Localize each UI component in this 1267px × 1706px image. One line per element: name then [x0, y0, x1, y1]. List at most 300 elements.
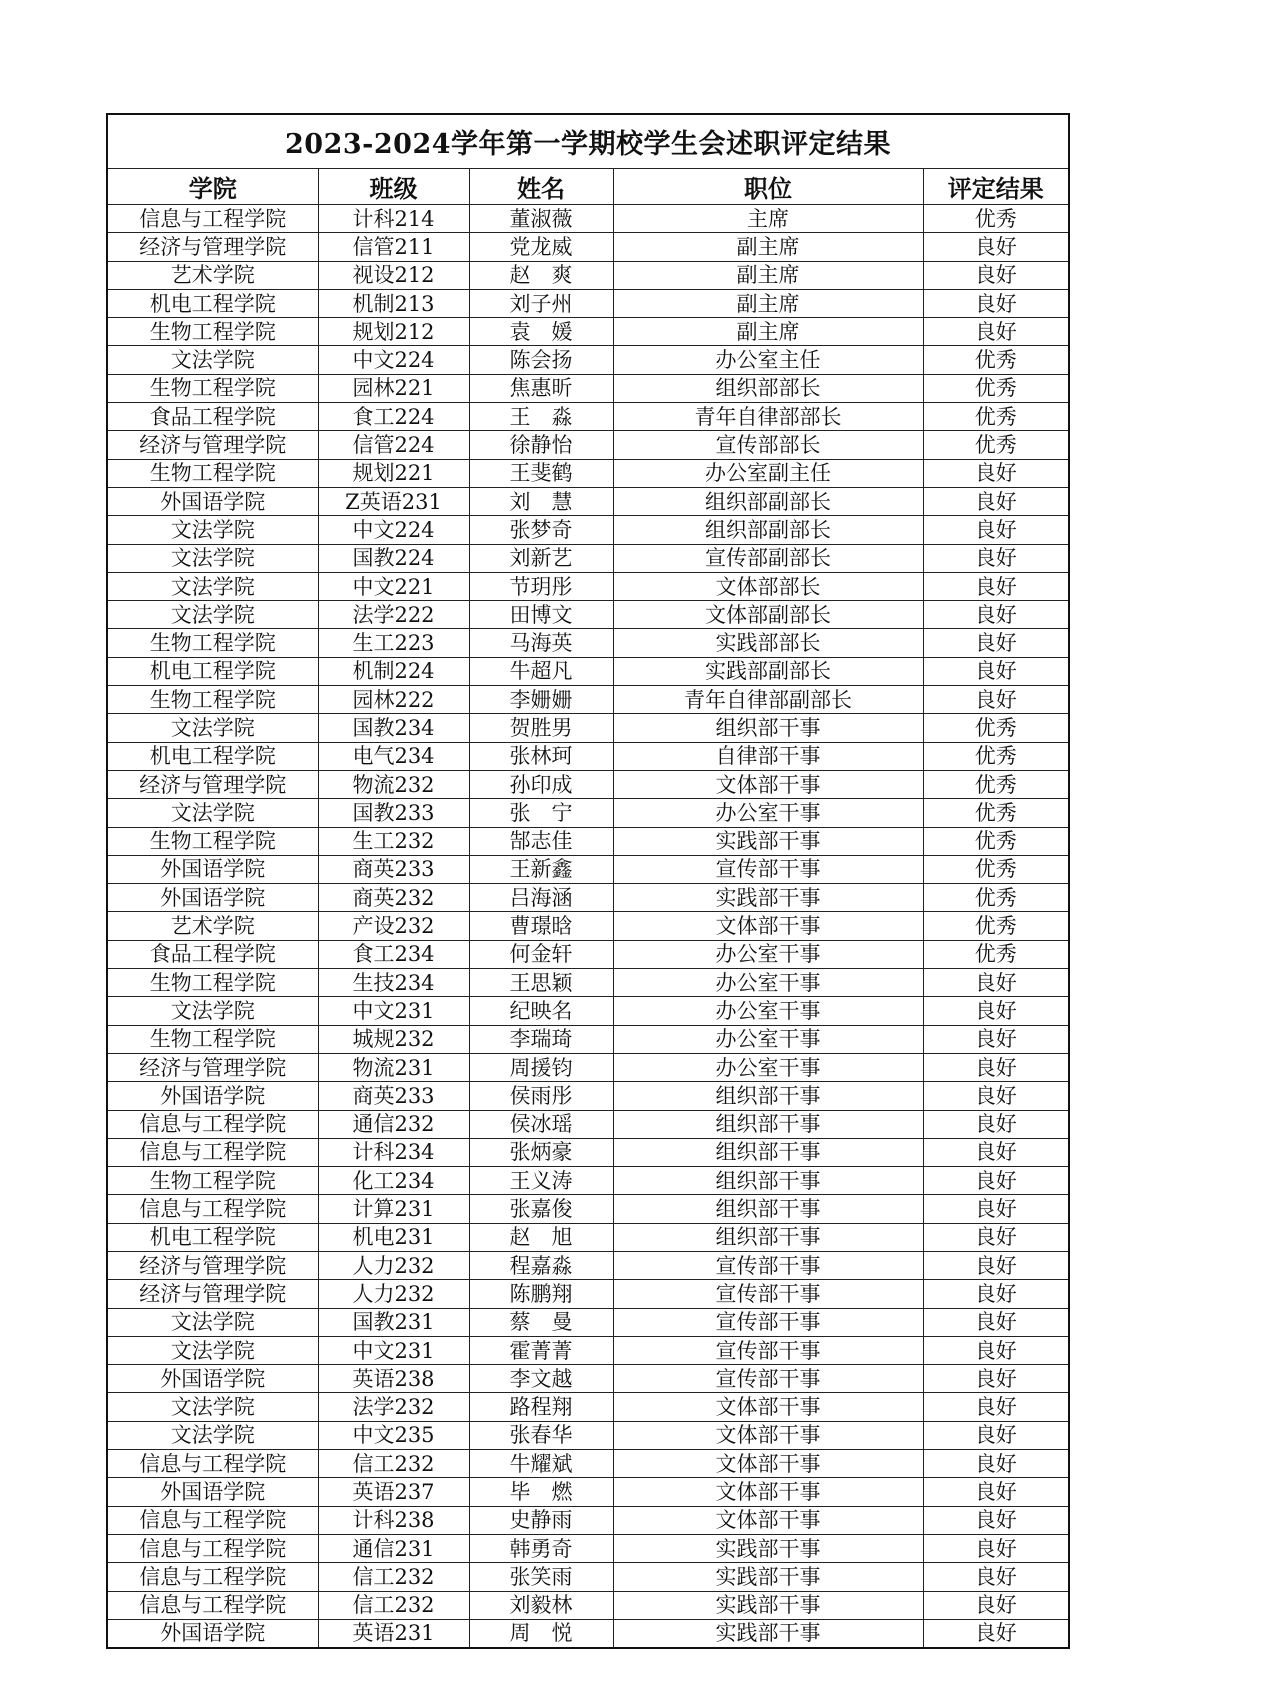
cell-name: 蔡 曼 [469, 1308, 613, 1336]
cell-result: 良好 [923, 1534, 1069, 1562]
cell-result: 良好 [923, 1393, 1069, 1421]
cell-college: 经济与管理学院 [107, 233, 318, 261]
cell-result: 良好 [923, 1308, 1069, 1336]
cell-class: 法学222 [318, 601, 469, 629]
cell-result: 良好 [923, 1053, 1069, 1081]
cell-college: 机电工程学院 [107, 289, 318, 317]
cell-name: 节玥彤 [469, 572, 613, 600]
cell-name: 张春华 [469, 1421, 613, 1449]
cell-result: 良好 [923, 1336, 1069, 1364]
cell-position: 文体部干事 [613, 1478, 923, 1506]
cell-position: 宣传部干事 [613, 1365, 923, 1393]
cell-result: 良好 [923, 1110, 1069, 1138]
cell-position: 文体部干事 [613, 912, 923, 940]
cell-name: 张炳豪 [469, 1138, 613, 1166]
table-row [107, 940, 1069, 968]
cell-name: 郜志佳 [469, 827, 613, 855]
cell-position: 组织部干事 [613, 714, 923, 742]
cell-college: 生物工程学院 [107, 459, 318, 487]
cell-position: 文体部干事 [613, 1393, 923, 1421]
cell-college: 机电工程学院 [107, 657, 318, 685]
table-row [107, 318, 1069, 346]
cell-college: 生物工程学院 [107, 827, 318, 855]
cell-result: 优秀 [923, 714, 1069, 742]
cell-class: 规划221 [318, 459, 469, 487]
cell-class: 机制213 [318, 289, 469, 317]
cell-result: 良好 [923, 1421, 1069, 1449]
table-row [107, 1223, 1069, 1251]
cell-name: 张笑雨 [469, 1563, 613, 1591]
cell-position: 组织部干事 [613, 1167, 923, 1195]
cell-result: 优秀 [923, 799, 1069, 827]
cell-college: 生物工程学院 [107, 686, 318, 714]
cell-college: 外国语学院 [107, 487, 318, 515]
column-header-class: 班级 [318, 169, 469, 205]
cell-position: 办公室副主任 [613, 459, 923, 487]
cell-college: 外国语学院 [107, 1365, 318, 1393]
cell-position: 组织部干事 [613, 1195, 923, 1223]
cell-position: 实践部干事 [613, 1619, 923, 1648]
cell-position: 办公室干事 [613, 969, 923, 997]
cell-result: 优秀 [923, 827, 1069, 855]
cell-class: 中文235 [318, 1421, 469, 1449]
cell-class: 商英233 [318, 855, 469, 883]
results-sheet [106, 113, 1068, 1649]
table-row [107, 1619, 1069, 1648]
cell-result: 优秀 [923, 205, 1069, 233]
cell-class: 信管211 [318, 233, 469, 261]
cell-college: 经济与管理学院 [107, 770, 318, 798]
cell-class: 计科238 [318, 1506, 469, 1534]
cell-college: 信息与工程学院 [107, 205, 318, 233]
cell-name: 孙印成 [469, 770, 613, 798]
table-row [107, 1280, 1069, 1308]
cell-name: 贺胜男 [469, 714, 613, 742]
cell-result: 优秀 [923, 884, 1069, 912]
cell-college: 文法学院 [107, 1308, 318, 1336]
cell-name: 王 淼 [469, 403, 613, 431]
cell-class: 人力232 [318, 1251, 469, 1279]
cell-class: 计科214 [318, 205, 469, 233]
cell-name: 纪映名 [469, 997, 613, 1025]
table-title: 2023-2024学年第一学期校学生会述职评定结果 [107, 114, 1069, 169]
cell-class: 食工224 [318, 403, 469, 431]
column-header-college: 学院 [107, 169, 318, 205]
cell-position: 组织部副部长 [613, 516, 923, 544]
cell-college: 外国语学院 [107, 1082, 318, 1110]
cell-position: 宣传部干事 [613, 1336, 923, 1364]
column-header-position: 职位 [613, 169, 923, 205]
cell-result: 良好 [923, 629, 1069, 657]
cell-class: 国教233 [318, 799, 469, 827]
cell-class: 机制224 [318, 657, 469, 685]
table-row [107, 997, 1069, 1025]
cell-class: 法学232 [318, 1393, 469, 1421]
cell-college: 文法学院 [107, 346, 318, 374]
cell-result: 良好 [923, 1280, 1069, 1308]
cell-result: 良好 [923, 459, 1069, 487]
cell-position: 组织部干事 [613, 1110, 923, 1138]
cell-name: 张 宁 [469, 799, 613, 827]
cell-college: 信息与工程学院 [107, 1450, 318, 1478]
cell-name: 张林珂 [469, 742, 613, 770]
cell-college: 生物工程学院 [107, 1025, 318, 1053]
cell-college: 机电工程学院 [107, 1223, 318, 1251]
cell-name: 陈会扬 [469, 346, 613, 374]
cell-position: 办公室干事 [613, 1025, 923, 1053]
cell-class: 物流231 [318, 1053, 469, 1081]
cell-class: 视设212 [318, 261, 469, 289]
cell-name: 路程翔 [469, 1393, 613, 1421]
table-body [107, 205, 1069, 1649]
cell-class: 信工232 [318, 1450, 469, 1478]
cell-college: 经济与管理学院 [107, 1053, 318, 1081]
cell-name: 王义涛 [469, 1167, 613, 1195]
cell-name: 何金轩 [469, 940, 613, 968]
cell-position: 组织部副部长 [613, 487, 923, 515]
cell-result: 良好 [923, 261, 1069, 289]
cell-result: 优秀 [923, 346, 1069, 374]
cell-college: 信息与工程学院 [107, 1506, 318, 1534]
cell-name: 田博文 [469, 601, 613, 629]
cell-class: 生工223 [318, 629, 469, 657]
cell-name: 党龙威 [469, 233, 613, 261]
cell-result: 良好 [923, 487, 1069, 515]
cell-name: 刘 慧 [469, 487, 613, 515]
table-row [107, 912, 1069, 940]
cell-class: 机电231 [318, 1223, 469, 1251]
cell-result: 良好 [923, 1082, 1069, 1110]
cell-name: 董淑薇 [469, 205, 613, 233]
cell-position: 办公室干事 [613, 940, 923, 968]
cell-position: 组织部干事 [613, 1082, 923, 1110]
cell-college: 生物工程学院 [107, 1167, 318, 1195]
table-row [107, 1563, 1069, 1591]
cell-class: Z英语231 [318, 487, 469, 515]
cell-class: 信工232 [318, 1591, 469, 1619]
cell-result: 良好 [923, 318, 1069, 346]
cell-result: 优秀 [923, 742, 1069, 770]
cell-position: 实践部部长 [613, 629, 923, 657]
cell-class: 产设232 [318, 912, 469, 940]
cell-name: 周援钧 [469, 1053, 613, 1081]
cell-result: 良好 [923, 1251, 1069, 1279]
cell-result: 优秀 [923, 431, 1069, 459]
cell-name: 李瑞琦 [469, 1025, 613, 1053]
cell-position: 副主席 [613, 289, 923, 317]
cell-result: 优秀 [923, 403, 1069, 431]
results-table [106, 113, 1070, 1649]
cell-position: 主席 [613, 205, 923, 233]
cell-position: 文体部干事 [613, 1421, 923, 1449]
cell-result: 良好 [923, 1506, 1069, 1534]
cell-college: 信息与工程学院 [107, 1563, 318, 1591]
table-row [107, 855, 1069, 883]
table-row [107, 1421, 1069, 1449]
table-row [107, 205, 1069, 233]
cell-position: 办公室主任 [613, 346, 923, 374]
cell-college: 外国语学院 [107, 1619, 318, 1648]
cell-college: 外国语学院 [107, 855, 318, 883]
cell-position: 组织部干事 [613, 1223, 923, 1251]
cell-position: 文体部部长 [613, 572, 923, 600]
cell-name: 周 悦 [469, 1619, 613, 1648]
cell-name: 侯雨彤 [469, 1082, 613, 1110]
cell-college: 外国语学院 [107, 884, 318, 912]
cell-result: 良好 [923, 544, 1069, 572]
cell-result: 良好 [923, 1619, 1069, 1648]
table-row [107, 1534, 1069, 1562]
cell-class: 园林221 [318, 374, 469, 402]
cell-class: 计科234 [318, 1138, 469, 1166]
cell-college: 文法学院 [107, 1421, 318, 1449]
cell-college: 文法学院 [107, 544, 318, 572]
cell-result: 良好 [923, 657, 1069, 685]
cell-class: 信管224 [318, 431, 469, 459]
cell-result: 良好 [923, 601, 1069, 629]
cell-position: 副主席 [613, 261, 923, 289]
cell-class: 化工234 [318, 1167, 469, 1195]
table-row [107, 1506, 1069, 1534]
cell-college: 经济与管理学院 [107, 1280, 318, 1308]
cell-name: 刘子州 [469, 289, 613, 317]
cell-position: 办公室干事 [613, 799, 923, 827]
cell-result: 优秀 [923, 770, 1069, 798]
header-row [107, 169, 1069, 205]
table-row [107, 1251, 1069, 1279]
cell-name: 王斐鹤 [469, 459, 613, 487]
table-row [107, 1478, 1069, 1506]
cell-class: 中文231 [318, 997, 469, 1025]
cell-class: 国教224 [318, 544, 469, 572]
cell-class: 商英233 [318, 1082, 469, 1110]
table-row [107, 1138, 1069, 1166]
table-row [107, 770, 1069, 798]
cell-college: 食品工程学院 [107, 940, 318, 968]
cell-college: 艺术学院 [107, 261, 318, 289]
cell-result: 良好 [923, 233, 1069, 261]
table-row [107, 969, 1069, 997]
cell-class: 英语238 [318, 1365, 469, 1393]
cell-class: 城规232 [318, 1025, 469, 1053]
cell-class: 人力232 [318, 1280, 469, 1308]
cell-position: 宣传部干事 [613, 1251, 923, 1279]
cell-college: 生物工程学院 [107, 969, 318, 997]
table-row [107, 544, 1069, 572]
cell-name: 赵 爽 [469, 261, 613, 289]
cell-result: 良好 [923, 997, 1069, 1025]
cell-position: 青年自律部部长 [613, 403, 923, 431]
cell-name: 牛耀斌 [469, 1450, 613, 1478]
table-row [107, 374, 1069, 402]
cell-position: 宣传部干事 [613, 1308, 923, 1336]
table-row [107, 601, 1069, 629]
table-row [107, 572, 1069, 600]
table-row [107, 261, 1069, 289]
cell-name: 史静雨 [469, 1506, 613, 1534]
table-row [107, 1025, 1069, 1053]
cell-class: 中文221 [318, 572, 469, 600]
cell-position: 办公室干事 [613, 997, 923, 1025]
cell-college: 外国语学院 [107, 1478, 318, 1506]
table-row [107, 1591, 1069, 1619]
cell-position: 实践部干事 [613, 827, 923, 855]
table-row [107, 1167, 1069, 1195]
cell-class: 国教231 [318, 1308, 469, 1336]
cell-position: 自律部干事 [613, 742, 923, 770]
cell-class: 生工232 [318, 827, 469, 855]
cell-position: 组织部部长 [613, 374, 923, 402]
cell-college: 生物工程学院 [107, 629, 318, 657]
cell-college: 生物工程学院 [107, 318, 318, 346]
cell-name: 王思颖 [469, 969, 613, 997]
column-header-result: 评定结果 [923, 169, 1069, 205]
cell-name: 马海英 [469, 629, 613, 657]
cell-result: 良好 [923, 1223, 1069, 1251]
cell-class: 园林222 [318, 686, 469, 714]
cell-class: 计算231 [318, 1195, 469, 1223]
cell-college: 生物工程学院 [107, 374, 318, 402]
cell-position: 副主席 [613, 233, 923, 261]
cell-class: 通信231 [318, 1534, 469, 1562]
cell-name: 侯冰瑶 [469, 1110, 613, 1138]
cell-position: 文体部干事 [613, 1506, 923, 1534]
cell-college: 文法学院 [107, 997, 318, 1025]
cell-class: 中文224 [318, 516, 469, 544]
cell-result: 良好 [923, 1138, 1069, 1166]
cell-name: 徐静怡 [469, 431, 613, 459]
cell-result: 良好 [923, 1563, 1069, 1591]
cell-name: 刘毅林 [469, 1591, 613, 1619]
cell-name: 袁 媛 [469, 318, 613, 346]
cell-name: 李文越 [469, 1365, 613, 1393]
cell-college: 食品工程学院 [107, 403, 318, 431]
cell-college: 文法学院 [107, 799, 318, 827]
table-row [107, 1082, 1069, 1110]
cell-position: 办公室干事 [613, 1053, 923, 1081]
cell-name: 韩勇奇 [469, 1534, 613, 1562]
cell-result: 良好 [923, 1195, 1069, 1223]
cell-name: 霍菁菁 [469, 1336, 613, 1364]
cell-result: 优秀 [923, 855, 1069, 883]
cell-name: 张梦奇 [469, 516, 613, 544]
cell-result: 优秀 [923, 940, 1069, 968]
cell-position: 实践部干事 [613, 1563, 923, 1591]
cell-class: 英语231 [318, 1619, 469, 1648]
cell-result: 良好 [923, 686, 1069, 714]
cell-position: 实践部副部长 [613, 657, 923, 685]
cell-college: 经济与管理学院 [107, 431, 318, 459]
cell-class: 物流232 [318, 770, 469, 798]
cell-position: 组织部干事 [613, 1138, 923, 1166]
cell-name: 李姗姗 [469, 686, 613, 714]
table-row [107, 459, 1069, 487]
cell-college: 文法学院 [107, 1393, 318, 1421]
cell-college: 文法学院 [107, 714, 318, 742]
table-row [107, 346, 1069, 374]
cell-position: 实践部干事 [613, 884, 923, 912]
cell-position: 宣传部副部长 [613, 544, 923, 572]
table-row [107, 1308, 1069, 1336]
table-row [107, 1450, 1069, 1478]
cell-name: 曹璟晗 [469, 912, 613, 940]
cell-college: 文法学院 [107, 572, 318, 600]
title-row [107, 114, 1069, 169]
cell-class: 食工234 [318, 940, 469, 968]
table-row [107, 403, 1069, 431]
cell-position: 宣传部干事 [613, 1280, 923, 1308]
cell-class: 通信232 [318, 1110, 469, 1138]
cell-class: 中文224 [318, 346, 469, 374]
cell-result: 良好 [923, 1167, 1069, 1195]
cell-name: 程嘉淼 [469, 1251, 613, 1279]
cell-position: 文体部干事 [613, 1450, 923, 1478]
table-row [107, 516, 1069, 544]
cell-position: 宣传部干事 [613, 855, 923, 883]
cell-college: 艺术学院 [107, 912, 318, 940]
cell-result: 良好 [923, 1025, 1069, 1053]
cell-result: 良好 [923, 1478, 1069, 1506]
cell-position: 实践部干事 [613, 1534, 923, 1562]
cell-college: 信息与工程学院 [107, 1534, 318, 1562]
cell-result: 良好 [923, 1591, 1069, 1619]
table-row [107, 289, 1069, 317]
cell-result: 优秀 [923, 912, 1069, 940]
cell-result: 良好 [923, 572, 1069, 600]
table-row [107, 799, 1069, 827]
cell-class: 中文231 [318, 1336, 469, 1364]
table-row [107, 431, 1069, 459]
table-row [107, 487, 1069, 515]
column-header-name: 姓名 [469, 169, 613, 205]
cell-position: 文体部干事 [613, 770, 923, 798]
cell-name: 焦惠昕 [469, 374, 613, 402]
cell-name: 吕海涵 [469, 884, 613, 912]
cell-college: 信息与工程学院 [107, 1138, 318, 1166]
cell-name: 陈鹏翔 [469, 1280, 613, 1308]
cell-name: 赵 旭 [469, 1223, 613, 1251]
table-row [107, 884, 1069, 912]
table-row [107, 233, 1069, 261]
table-row [107, 629, 1069, 657]
table-row [107, 1393, 1069, 1421]
cell-name: 张嘉俊 [469, 1195, 613, 1223]
cell-name: 王新鑫 [469, 855, 613, 883]
cell-name: 刘新艺 [469, 544, 613, 572]
cell-class: 电气234 [318, 742, 469, 770]
cell-class: 国教234 [318, 714, 469, 742]
table-row [107, 714, 1069, 742]
cell-result: 优秀 [923, 374, 1069, 402]
cell-class: 英语237 [318, 1478, 469, 1506]
cell-class: 商英232 [318, 884, 469, 912]
table-row [107, 1195, 1069, 1223]
table-row [107, 686, 1069, 714]
table-row [107, 1110, 1069, 1138]
cell-college: 机电工程学院 [107, 742, 318, 770]
table-row [107, 1365, 1069, 1393]
cell-college: 文法学院 [107, 1336, 318, 1364]
cell-college: 信息与工程学院 [107, 1110, 318, 1138]
cell-class: 规划212 [318, 318, 469, 346]
cell-result: 良好 [923, 516, 1069, 544]
cell-position: 宣传部部长 [613, 431, 923, 459]
table-row [107, 827, 1069, 855]
cell-name: 毕 燃 [469, 1478, 613, 1506]
cell-college: 信息与工程学院 [107, 1195, 318, 1223]
cell-position: 青年自律部副部长 [613, 686, 923, 714]
cell-class: 信工232 [318, 1563, 469, 1591]
